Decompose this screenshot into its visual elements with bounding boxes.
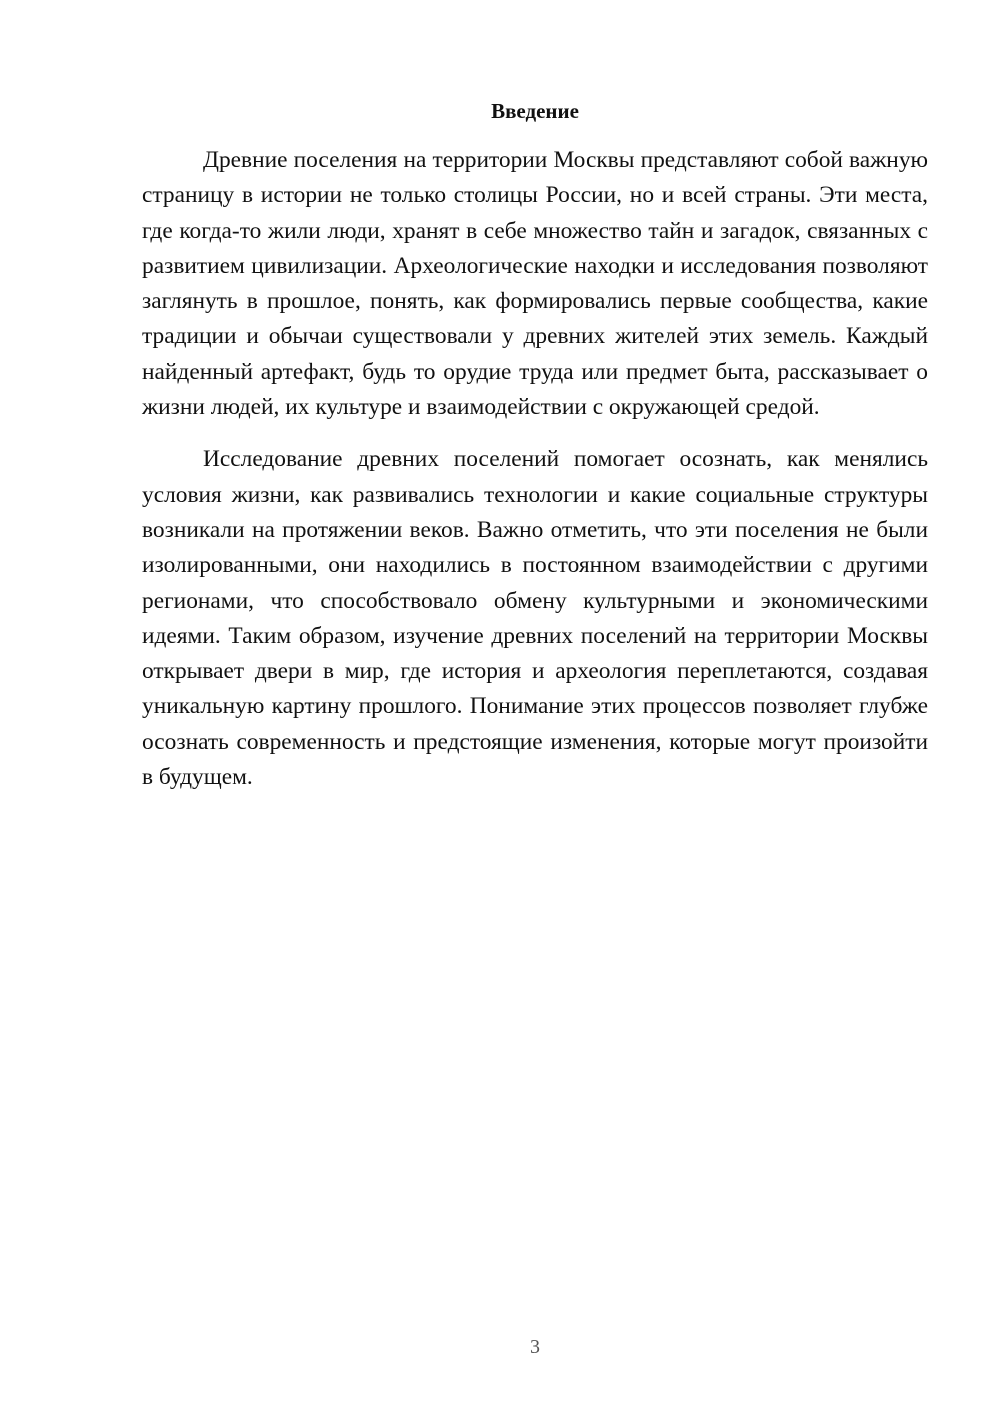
body-text xyxy=(142,143,928,795)
section-title: Введение xyxy=(491,99,579,123)
paragraph-1: Древние поселения на территории Москвы представляют собой важную страницу в истории не только столицы России, но и всей страны. Эти места, где когда-то жили люди, хранят в себе множество тайн и загадок, связанных с развитием цивилизации. Археологические находки и исследования позволяют заглянуть в прошлое, понять, как формировались первые сообщества, какие традиции и обычаи существовали у древних жителей этих земель. Каждый найденный артефакт, будь то орудие труда или предмет быта, рассказывает о жизни людей, их культуре и взаимодействии с окружающей средой. xyxy=(142,147,928,421)
paragraph-2: Исследование древних поселений помогает осознать, как менялись условия жизни, как развивались технологии и какие социальные структуры возникали на протяжении веков. Важно отметить, что эти поселения не были изолированными, они находились в постоянном взаимодействии с другими регионами, что способствовало обмену культурными и экономическими идеями. Таким образом, изучение древних поселений на территории Москвы открывает двери в мир, где история и археология переплетаются, создавая уникальную картину прошлого. Понимание этих процессов позволяет глубже осознать современность и предстоящие изменения, которые могут произойти в будущем. xyxy=(142,446,928,791)
page-number: 3 xyxy=(530,1336,540,1358)
